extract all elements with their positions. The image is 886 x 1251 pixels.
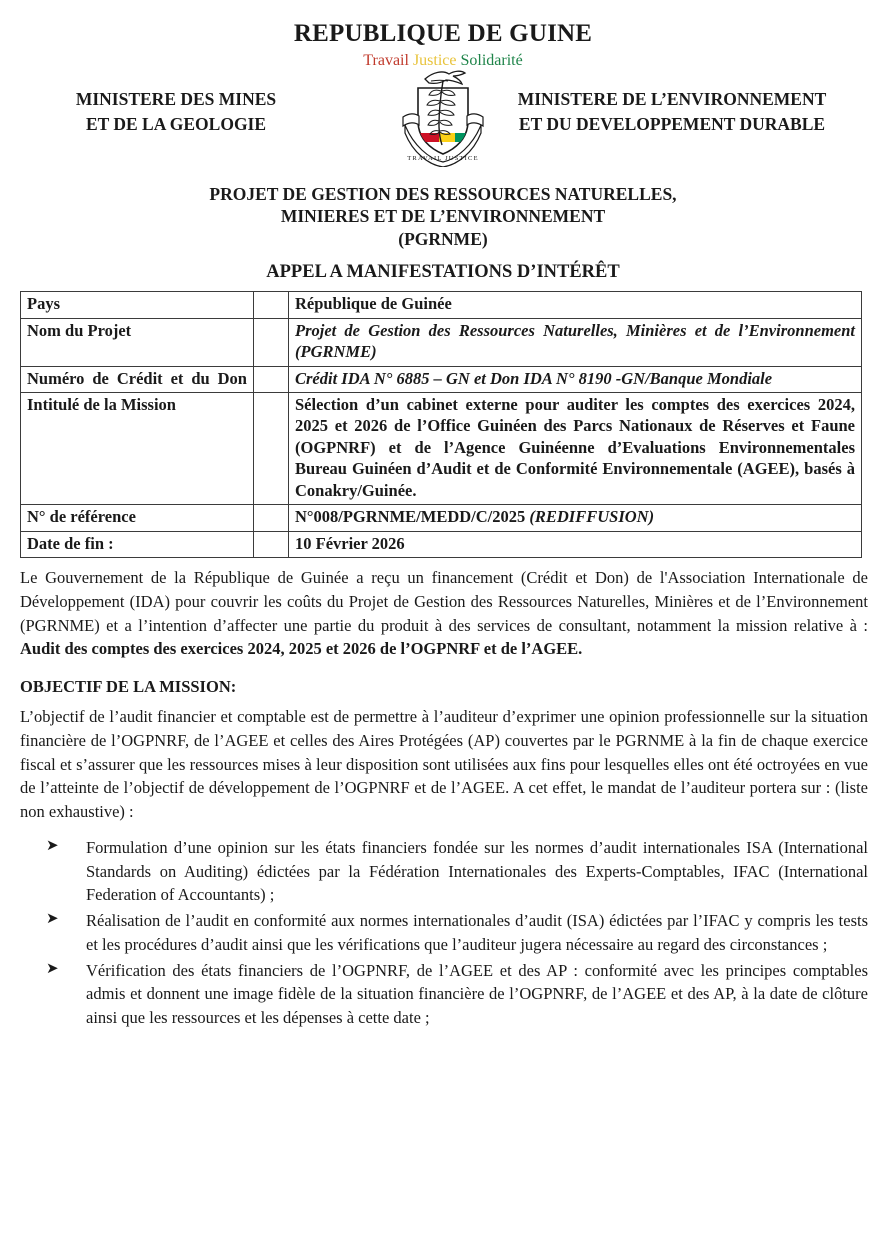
ministry-environment-line1: MINISTERE DE L’ENVIRONNEMENT <box>517 89 827 110</box>
arrow-bullet-icon: ➤ <box>46 909 59 928</box>
table-spacer-cell <box>254 505 289 531</box>
row-label-pays: Pays <box>21 292 254 318</box>
arrow-bullet-icon: ➤ <box>46 835 59 854</box>
project-title-line2: MINIERES ET DE L’ENVIRONNEMENT <box>280 206 606 227</box>
list-item-text: Réalisation de l’audit en conformité aux normes internationales d’audit (ISA) édictées par l’IFAC y compris les tests et les procédures d’audit ainsi que les vérifications que l’auditeur jugera nécessaire au regard des circonstances ; <box>86 911 868 954</box>
objective-heading: OBJECTIF DE LA MISSION: <box>20 677 237 697</box>
ministry-environment-label <box>472 87 872 138</box>
table-row <box>21 505 862 531</box>
row-label-date-fin: Date de fin : <box>21 531 254 557</box>
list-item <box>20 959 868 1030</box>
row-value-numero-credit: Crédit IDA N° 6885 – GN et Don IDA N° 8190 -GN/Banque Mondiale <box>289 366 862 392</box>
motto-word-travail: Travail <box>363 51 409 69</box>
table-spacer-cell <box>254 393 289 505</box>
motto-word-justice: Justice <box>412 51 457 69</box>
row-label-numero-credit: Numéro de Crédit et du Don <box>21 366 254 392</box>
table-row <box>21 393 862 505</box>
ministry-mines-line1: MINISTERE DES MINES <box>75 89 277 110</box>
page-title: REPUBLIQUE DE GUINE <box>293 20 593 47</box>
reference-number: N°008/PGRNME/MEDD/C/2025 <box>295 507 530 527</box>
row-value-date-fin: 10 Février 2026 <box>289 531 862 557</box>
project-title-line1: PROJET DE GESTION DES RESSOURCES NATURELLES, <box>209 184 677 205</box>
project-info-table <box>20 291 862 558</box>
row-value-reference <box>289 505 862 531</box>
row-value-nom-projet: Projet de Gestion des Ressources Naturelles, Minières et de l’Environnement (PGRNME) <box>289 318 862 366</box>
list-item-text: Formulation d’une opinion sur les états financiers fondée sur les normes d’audit internationales ISA (International Standards on Auditing) édictées par la Fédération Internationales des Experts-Comptables, IFAC (International Federation of Accountants) ; <box>86 837 868 905</box>
project-title <box>0 183 886 250</box>
intro-mission-bold: Audit des comptes des exercices 2024, 2025 et 2026 de l’OGPNRF et de l’AGEE. <box>20 639 583 659</box>
list-item <box>20 909 868 957</box>
table-spacer-cell <box>254 318 289 366</box>
row-label-nom-projet: Nom du Projet <box>21 318 254 366</box>
list-item <box>20 836 868 907</box>
reference-rediffusion-tag: (REDIFFUSION) <box>529 507 655 527</box>
ministry-environment-line2: ET DU DEVELOPPEMENT DURABLE <box>518 114 826 135</box>
table-row <box>21 318 862 366</box>
table-row <box>21 531 862 557</box>
intro-paragraph <box>20 566 868 661</box>
objective-bullet-list <box>20 836 868 1030</box>
table-spacer-cell <box>254 292 289 318</box>
motto-word-solidarite: Solidarité <box>460 51 523 69</box>
notice-type-title: APPEL A MANIFESTATIONS D’INTÉRÊT <box>266 262 620 283</box>
row-value-intitule-mission: Sélection d’un cabinet externe pour auditer les comptes des exercices 2024, 2025 et 2026 de l’Office Guinéen des Parcs Nationaux de Réserves et Faune (OGPNRF) et de l’Agence Guinéenne d’Evaluations Environnementales Bureau Guinéen d’Audit et de Conformité Environnementale (AGEE), basés à Conakry/Guinée. <box>289 393 862 505</box>
objective-paragraph: L’objectif de l’audit financier et comptable est de permettre à l’auditeur d’exprimer une opinion professionnelle sur la situation financière de l’OGPNRF, de l’AGEE et celles des Aires Protégées (AP) couvertes par le PGRNME à la fin de chaque exercice fiscal et s’assurer que les ressources mises à leur disposition sont utilisées aux fins pour lesquelles elles ont été octroyées en vue de l’atteinte de l’objectif de développement de l’OGPNRF et de l’AGEE. A cet effet, le mandat de l’auditeur portera sur : (liste non exhaustive) : <box>20 707 868 822</box>
table-spacer-cell <box>254 366 289 392</box>
project-acronym: (PGRNME) <box>398 228 488 249</box>
table-spacer-cell <box>254 531 289 557</box>
row-label-reference: N° de référence <box>21 505 254 531</box>
ministries-header <box>0 87 886 179</box>
ministry-mines-label <box>26 87 326 138</box>
intro-text: Le Gouvernement de la République de Guinée a reçu un financement (Crédit et Don) de l'Association Internationale de Développement (IDA) pour couvrir les coûts du Projet de Gestion des Ressources Naturelles, Minières et de l’Environnement (PGRNME) et a l’intention d’affecter une partie du produit à des services de consultant, notamment la mission relative à : <box>20 568 868 635</box>
table-row <box>21 366 862 392</box>
document-page <box>0 20 886 1251</box>
table-row <box>21 292 862 318</box>
row-value-pays: République de Guinée <box>289 292 862 318</box>
list-item-text: Vérification des états financiers de l’OGPNRF, de l’AGEE et des AP : conformité avec les principes comptables admis et donnent une image fidèle de la situation financière de l’OGPNRF, de l’AGEE et des AP, à la date de clôture ainsi que les ressources et les dépenses à cette date ; <box>86 960 868 1028</box>
svg-text:TRAVAIL JUSTICE: TRAVAIL JUSTICE <box>407 155 479 163</box>
row-label-intitule-mission: Intitulé de la Mission <box>21 393 254 505</box>
arrow-bullet-icon: ➤ <box>46 958 59 977</box>
ministry-mines-line2: ET DE LA GEOLOGIE <box>85 114 267 135</box>
